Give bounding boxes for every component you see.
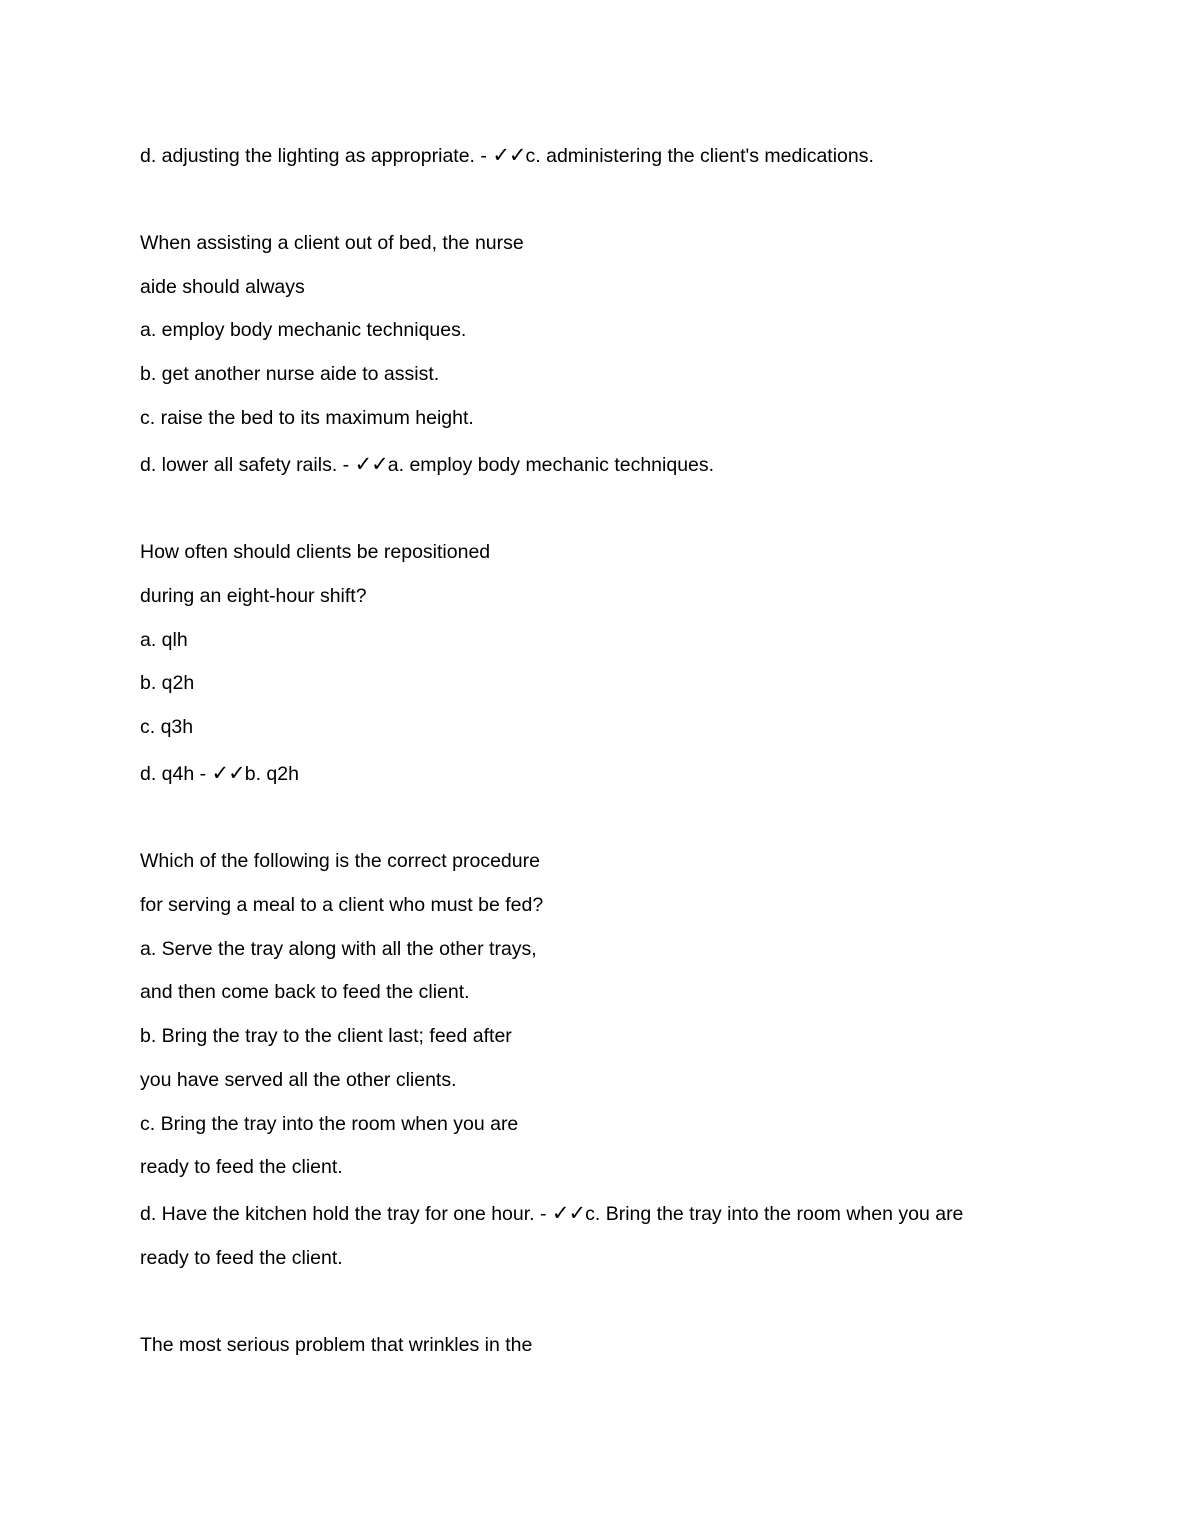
line-text: When assisting a client out of bed, the nurse: [140, 232, 524, 254]
line-text: ready to feed the client.: [140, 1156, 343, 1178]
option-line: [140, 1024, 512, 1048]
answer-line: [140, 452, 714, 477]
answer-line: [140, 1246, 343, 1270]
answer-line: [140, 761, 299, 786]
line-text: d. lower all safety rails. -: [140, 454, 355, 476]
question-line: [140, 1333, 532, 1357]
line-text: d. q4h -: [140, 763, 212, 785]
line-text: Which of the following is the correct procedure: [140, 850, 540, 872]
option-line: [140, 362, 439, 386]
line-text: c. raise the bed to its maximum height.: [140, 407, 474, 429]
line-text: d. Have the kitchen hold the tray for one hour. -: [140, 1203, 552, 1225]
check-mark-icon: ✓✓: [551, 1201, 586, 1225]
answer-text: b. q2h: [244, 763, 299, 785]
option-line: [140, 937, 537, 961]
answer-line: [140, 143, 874, 168]
line-text: ready to feed the client.: [140, 1247, 343, 1269]
line-text: How often should clients be repositioned: [140, 541, 491, 563]
answer-text: c. Bring the tray into the room when you are: [585, 1203, 964, 1225]
line-text: during an eight-hour shift?: [140, 585, 367, 607]
question-line: [140, 275, 305, 299]
option-line: [140, 715, 193, 739]
line-text: you have served all the other clients.: [140, 1069, 457, 1091]
option-line: [140, 406, 474, 430]
line-text: aide should always: [140, 276, 305, 298]
line-text: b. q2h: [140, 672, 195, 694]
option-line: [140, 1068, 457, 1092]
question-line: [140, 849, 540, 873]
line-text: The most serious problem that wrinkles in the: [140, 1334, 533, 1356]
check-mark-icon: ✓✓: [211, 761, 245, 785]
question-line: [140, 540, 490, 564]
line-text: for serving a meal to a client who must be fed?: [140, 894, 544, 916]
line-text: c. Bring the tray into the room when you are: [140, 1113, 519, 1135]
check-mark-icon: ✓✓: [492, 143, 526, 167]
option-line: [140, 318, 466, 342]
line-text: b. get another nurse aide to assist.: [140, 363, 440, 385]
option-line: [140, 1155, 343, 1179]
question-line: [140, 893, 543, 917]
option-line: [140, 671, 194, 695]
line-text: a. employ body mechanic techniques.: [140, 319, 467, 341]
line-text: d. adjusting the lighting as appropriate. -: [140, 145, 493, 167]
line-text: a. Serve the tray along with all the other trays,: [140, 938, 537, 960]
line-text: c. q3h: [140, 716, 194, 738]
option-line: [140, 980, 470, 1004]
option-line: [140, 628, 188, 652]
option-line: [140, 1112, 518, 1136]
line-text: b. Bring the tray to the client last; feed after: [140, 1025, 512, 1047]
line-text: a. qlh: [140, 629, 188, 651]
question-line: [140, 231, 524, 255]
answer-text: a. employ body mechanic techniques.: [387, 454, 715, 476]
check-mark-icon: ✓✓: [354, 452, 388, 476]
question-line: [140, 584, 367, 608]
line-text: and then come back to feed the client.: [140, 981, 470, 1003]
answer-text: c. administering the client's medications.: [525, 145, 874, 167]
answer-line: [140, 1201, 963, 1226]
